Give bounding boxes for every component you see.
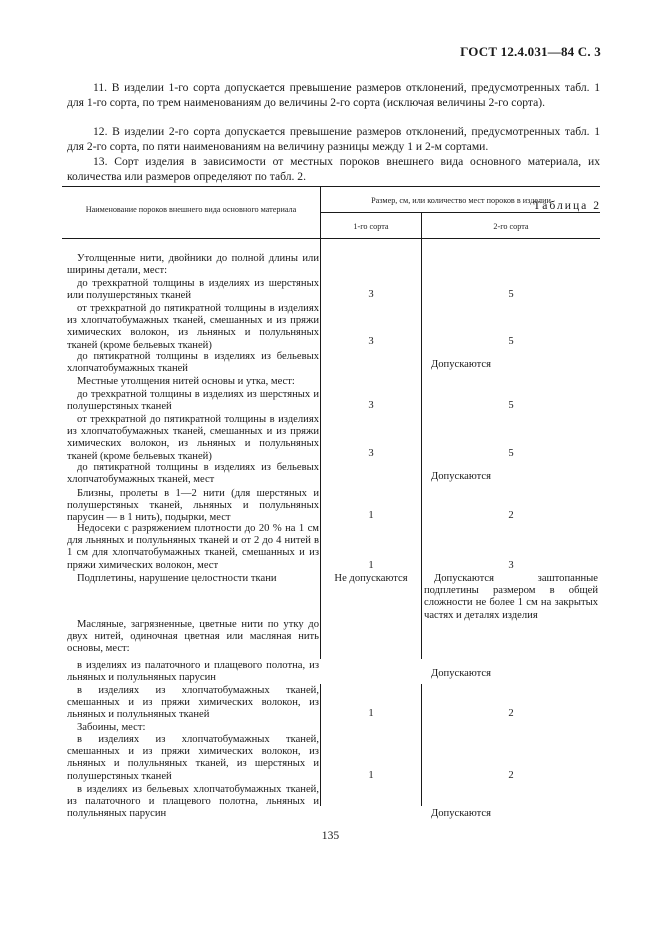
table-row-text: Местные утолщения нитей основы и утка, мест: (77, 376, 295, 387)
col-grade1-header: 1-го сорта (353, 222, 389, 231)
table-row-text: до трехкратной толщины в изделиях из шерстяных и полушерстяных тканей (67, 389, 319, 413)
table-subheader-rule (320, 212, 600, 213)
grade1-value: 1 (368, 510, 374, 521)
table-top-rule (62, 186, 600, 187)
table-row-text: от трехкратной до пятикратной толщины в изделиях из хлопчатобумажных тканей, смешанных и из пряжи химических волокон, из льняных и полульняных тканей (кроме бельевых тканей) (67, 303, 319, 351)
table-row-text: в изделиях из хлопчатобумажных тканей, смешанных и из пряжи химических волокон, из льняных и полульняных тканей, из шерстяных и полушерстяных тканей (67, 734, 319, 782)
spanned-value: Допускаются (431, 359, 491, 370)
table-row-text: Недосеки с разряжением плотности до 20 % на 1 см для льняных и полульняных тканей и от 2 до 4 нитей в 1 см для хлопчатобумажных тканей, смешанных и из пряжи химических волокон, мест (67, 523, 319, 571)
table-row-text: в изделиях из хлопчатобумажных тканей, смешанных и из пряжи химических волокон, из льняных и полульняных тканей (67, 685, 319, 721)
paragraph-13: 13. Сорт изделия в зависимости от местных пороков внешнего вида основного материала, их количества или размеров определяют по табл. 2. (67, 155, 600, 183)
table-row-text: Утолщенные нити, двойники до полной длины или ширины детали, мест: (67, 253, 319, 277)
col-defect-header: Наименование пороков внешнего вида основного материала (85, 205, 297, 214)
grade1-value: 1 (368, 560, 374, 571)
table-column-divider-2 (421, 212, 422, 659)
page-header: ГОСТ 12.4.031—84 С. 3 (460, 44, 601, 59)
paragraph-11: 11. В изделии 1-го сорта допускается превышение размеров отклонений, предусмотренных табл. 1 для 1-го сорта, по трем наименованиям до величины 2-го сорта (исключая величины 2-го сорта). (67, 81, 600, 109)
table-row-text: до пятикратной толщины в изделиях из бельевых хлопчатобумажных тканей, мест (67, 462, 319, 486)
table-row-text: до пятикратной толщины в изделиях из бельевых хлопчатобумажных тканей (67, 351, 319, 375)
grade1-value: Не допускаются (334, 573, 408, 584)
table-header-bottom-rule (62, 238, 600, 239)
grade1-value: 1 (368, 770, 374, 781)
grade2-value: 5 (508, 448, 514, 459)
group-header: Размер, см, или количество мест пороков в изделии (371, 196, 551, 205)
grade2-value: 5 (508, 400, 514, 411)
grade2-value: Допускаются заштопанные подплетины размером в общей сложности не более 1 см на закрытых частях и деталях изделия (424, 573, 598, 621)
table-row-text: до трехкратной толщины в изделиях из шерстяных или полушерстяных тканей (67, 278, 319, 302)
grade2-value: 2 (508, 708, 514, 719)
spanned-value: Допускаются (431, 471, 491, 482)
grade1-value: 3 (368, 448, 374, 459)
table-row-text: Близны, пролеты в 1—2 нити (для шерстяных и полушерстяных тканей, льняных и полульняных парусин — в 1 нить), подырки, мест (67, 488, 319, 524)
table-column-divider-1-lower (320, 684, 321, 806)
grade2-value: 2 (508, 770, 514, 781)
table-row-text: от трехкратной до пятикратной толщины в изделиях из хлопчатобумажных тканей, смешанных и из пряжи химических волокон, из льняных и полульняных тканей (кроме бельевых тканей) (67, 414, 319, 462)
paragraph-12: 12. В изделии 2-го сорта допускается превышение размеров отклонений, предусмотренных табл. 1 для 2-го сорта, по пяти наименованиям на величину разницы между 1 и 2-м сортами. (67, 125, 600, 153)
table-row-text: в изделиях из бельевых хлопчатобумажных тканей, из палаточного и плащевого полотна, льняных и полульняных парусин (67, 784, 319, 820)
table-row-text: Подплетины, нарушение целостности ткани (77, 573, 277, 584)
grade2-value: 2 (508, 510, 514, 521)
spanned-value: Допускаются (431, 808, 491, 819)
grade1-value: 3 (368, 336, 374, 347)
table-row-text: в изделиях из палаточного и плащевого полотна, из льняных и полульняных парусин (67, 660, 319, 684)
table-column-divider-1 (320, 186, 321, 659)
table-caption: Таблица 2 (533, 199, 601, 212)
grade2-value: 5 (508, 289, 514, 300)
grade2-value: 5 (508, 336, 514, 347)
table-column-divider-2-lower (421, 684, 422, 806)
table-row-text: Забоины, мест: (77, 722, 146, 733)
page-number: 135 (321, 829, 340, 842)
spanned-value: Допускаются (431, 668, 491, 679)
grade2-value: 3 (508, 560, 514, 571)
table-row-text: Масляные, загрязненные, цветные нити по утку до двух нитей, одиночная цветная или масляная нить основы, мест: (67, 619, 319, 655)
grade1-value: 3 (368, 289, 374, 300)
grade1-value: 3 (368, 400, 374, 411)
grade1-value: 1 (368, 708, 374, 719)
col-grade2-header: 2-го сорта (493, 222, 529, 231)
